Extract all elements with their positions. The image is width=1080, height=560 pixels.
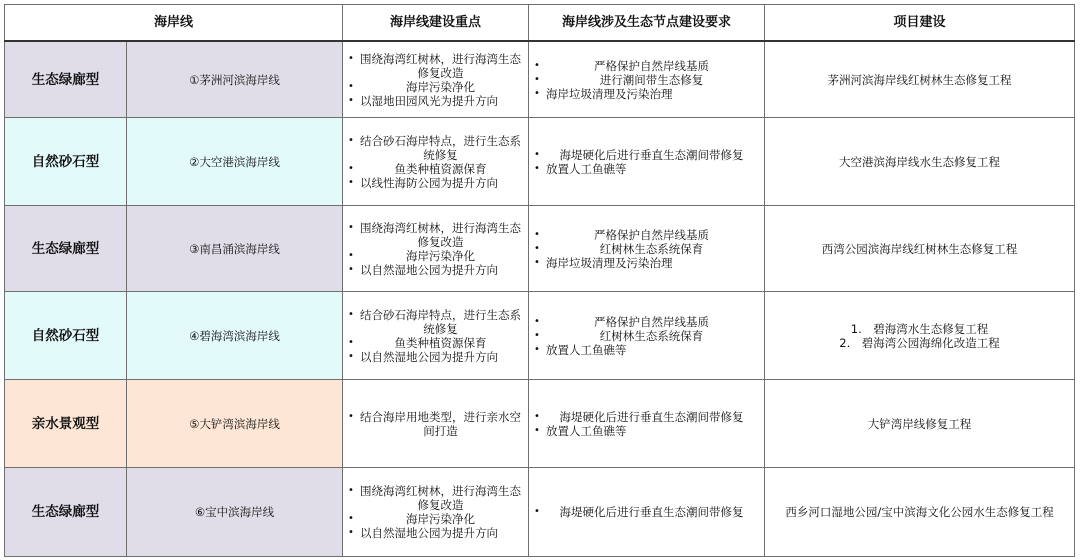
requirement-list-item: • 红树林生态系统保育	[538, 242, 757, 256]
requirement-cell	[529, 468, 765, 557]
requirement-list	[530, 228, 763, 270]
table-row	[5, 41, 1075, 118]
focus-list-item: • 鱼类种植资源保育	[352, 336, 521, 350]
table-row	[5, 206, 1075, 292]
project-list	[766, 155, 1073, 169]
focus-list-item: • 结合砂石海岸特点，进行生态系统修复	[352, 134, 521, 162]
coast-type: 亲水景观型	[5, 380, 127, 468]
requirement-cell	[529, 380, 765, 468]
focus-list-item: • 海岸污染净化	[352, 512, 521, 526]
focus-list-item: • 结合砂石海岸特点，进行生态系统修复	[352, 308, 521, 336]
table-header-row	[5, 5, 1075, 42]
project-item: 2. 碧海湾公园海绵化改造工程	[839, 335, 1000, 350]
requirement-list-item: • 红树林生态系统保育	[538, 329, 757, 343]
focus-cell	[343, 380, 529, 468]
focus-list	[344, 134, 527, 190]
coastline-table	[4, 4, 1075, 557]
header-requirements: 海岸线涉及生态节点建设要求	[529, 5, 765, 42]
requirement-list	[530, 148, 763, 176]
requirement-cell	[529, 118, 765, 206]
focus-list-item: • 以自然湿地公园为提升方向	[352, 263, 521, 277]
coast-name: ⑤大铲湾滨海岸线	[127, 380, 343, 468]
focus-cell	[343, 206, 529, 292]
project-cell	[765, 206, 1075, 292]
requirement-cell	[529, 206, 765, 292]
project-item: 西乡河口湿地公园/宝中滨海文化公园水生态修复工程	[785, 505, 1054, 519]
requirement-list-item: • 海岸垃圾清理及污染治理	[538, 87, 757, 101]
requirement-list	[530, 410, 763, 438]
focus-list-item: • 海岸污染净化	[352, 80, 521, 94]
requirement-list	[530, 59, 763, 101]
project-list	[766, 73, 1073, 87]
focus-list-item: • 围绕海湾红树林，进行海湾生态修复改造	[352, 221, 521, 249]
table-row	[5, 468, 1075, 557]
requirement-list-item: • 放置人工鱼礁等	[538, 162, 757, 176]
project-item: 大空港滨海岸线水生态修复工程	[839, 154, 1001, 169]
focus-list	[344, 221, 527, 277]
focus-cell	[343, 118, 529, 206]
header-coastline: 海岸线	[5, 5, 343, 42]
requirement-list-item: • 海堤硬化后进行垂直生态潮间带修复	[538, 505, 757, 519]
coast-type: 自然砂石型	[5, 118, 127, 206]
project-item: 茅洲河滨海岸线红树林生态修复工程	[827, 72, 1012, 87]
focus-list-item: • 以湿地田园风光为提升方向	[352, 94, 521, 108]
coast-name: ⑥宝中滨海岸线	[127, 468, 343, 557]
focus-cell	[343, 468, 529, 557]
project-cell	[765, 468, 1075, 557]
table-row	[5, 292, 1075, 380]
focus-list-item: • 围绕海湾红树林，进行海湾生态修复改造	[352, 52, 521, 80]
coast-type: 生态绿廊型	[5, 468, 127, 557]
requirement-list-item: • 严格保护自然岸线基质	[538, 228, 757, 242]
coast-name: ④碧海湾滨海岸线	[127, 292, 343, 380]
focus-list-item: • 结合海岸用地类型，进行亲水空间打造	[352, 410, 521, 438]
project-cell	[765, 380, 1075, 468]
focus-list-item: • 以线性海防公园为提升方向	[352, 176, 521, 190]
focus-list	[344, 52, 527, 108]
requirement-list-item: • 海堤硬化后进行垂直生态潮间带修复	[538, 410, 757, 424]
requirement-list	[530, 505, 763, 519]
project-item: 1. 碧海湾水生态修复工程	[850, 321, 989, 336]
requirement-cell	[529, 292, 765, 380]
header-projects: 项目建设	[765, 5, 1075, 42]
project-list	[766, 322, 1073, 350]
requirement-list-item: • 严格保护自然岸线基质	[538, 315, 757, 329]
requirement-list-item: • 放置人工鱼礁等	[538, 343, 757, 357]
project-cell	[765, 41, 1075, 118]
coast-name: ③南昌涌滨海岸线	[127, 206, 343, 292]
header-focus: 海岸线建设重点	[343, 5, 529, 42]
table-row	[5, 380, 1075, 468]
focus-list	[344, 484, 527, 540]
requirement-list-item: • 海岸垃圾清理及污染治理	[538, 256, 757, 270]
project-list	[766, 417, 1073, 431]
requirement-list	[530, 315, 763, 357]
focus-list-item: • 海岸污染净化	[352, 249, 521, 263]
project-list	[766, 505, 1073, 519]
requirement-cell	[529, 41, 765, 118]
focus-cell	[343, 41, 529, 118]
coast-name: ①茅洲河滨海岸线	[127, 41, 343, 118]
focus-list-item: • 围绕海湾红树林，进行海湾生态修复改造	[352, 484, 521, 512]
coast-name: ②大空港滨海岸线	[127, 118, 343, 206]
coast-type: 自然砂石型	[5, 292, 127, 380]
focus-list	[344, 410, 527, 438]
coast-type: 生态绿廊型	[5, 206, 127, 292]
requirement-list-item: • 海堤硬化后进行垂直生态潮间带修复	[538, 148, 757, 162]
coast-type: 生态绿廊型	[5, 41, 127, 118]
focus-list-item: • 鱼类种植资源保育	[352, 162, 521, 176]
requirement-list-item: • 放置人工鱼礁等	[538, 424, 757, 438]
focus-list-item: • 以自然湿地公园为提升方向	[352, 526, 521, 540]
requirement-list-item: • 进行潮间带生态修复	[538, 73, 757, 87]
table-body	[5, 41, 1075, 557]
focus-list	[344, 308, 527, 364]
focus-cell	[343, 292, 529, 380]
project-cell	[765, 292, 1075, 380]
project-cell	[765, 118, 1075, 206]
focus-list-item: • 以自然湿地公园为提升方向	[352, 350, 521, 364]
requirement-list-item: • 严格保护自然岸线基质	[538, 59, 757, 73]
project-item: 大铲湾岸线修复工程	[867, 416, 972, 431]
project-list	[766, 242, 1073, 256]
table-row	[5, 118, 1075, 206]
project-item: 西湾公园滨海岸线红树林生态修复工程	[821, 241, 1018, 256]
